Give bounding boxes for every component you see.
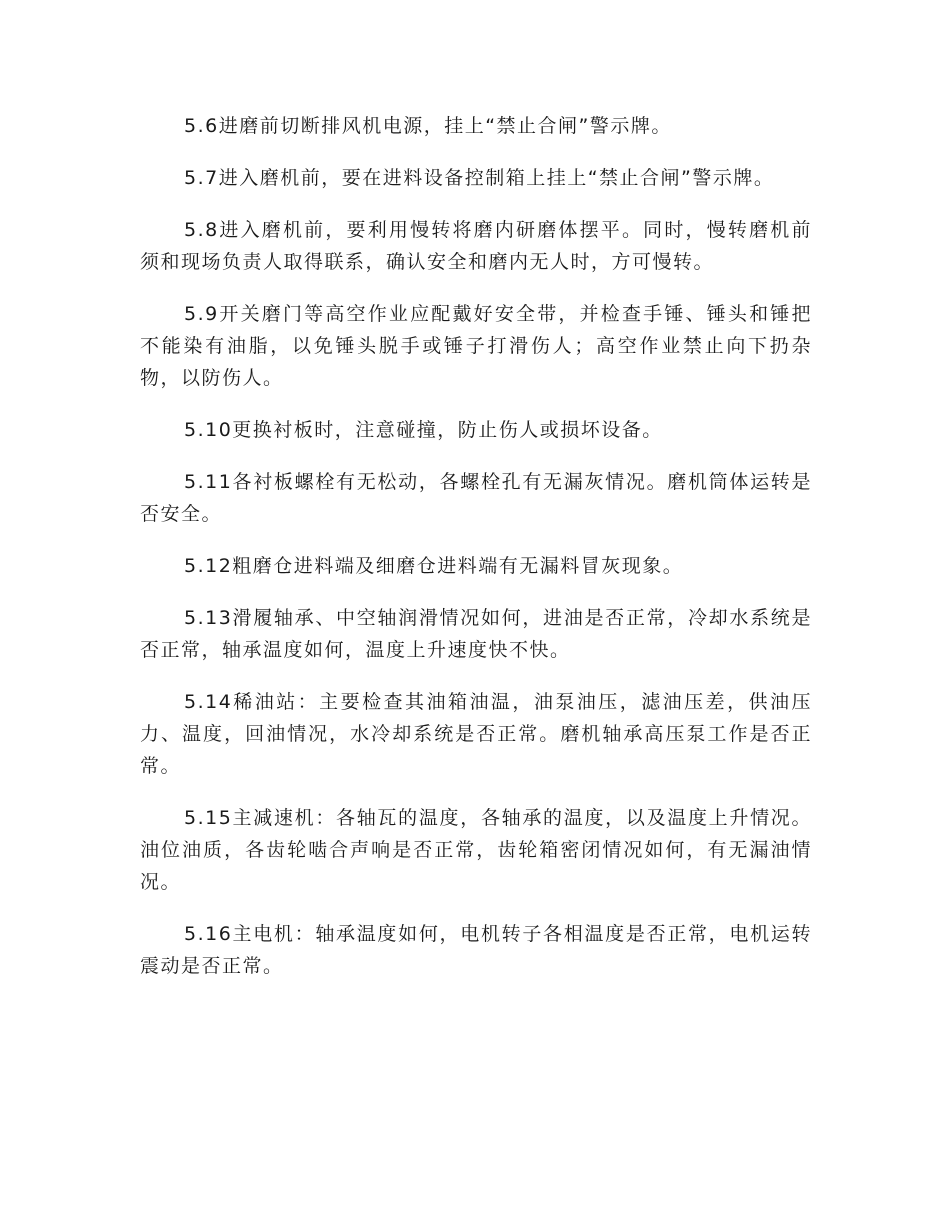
paragraph-5-16: 5.16主电机：轴承温度如何，电机转子各相温度是否正常，电机运转震动是否正常。 [140,923,812,977]
paragraph-5-6: 5.6进磨前切断排风机电源，挂上“禁止合闸”警示牌。 [184,115,672,137]
paragraph-5-11: 5.11各衬板螺栓有无松动，各螺栓孔有无漏灰情况。磨机筒体运转是否安全。 [140,471,812,525]
paragraph-5-7: 5.7进入磨机前，要在进料设备控制箱上挂上“禁止合闸”警示牌。 [184,167,775,189]
document-body [140,110,812,1002]
paragraph-5-12: 5.12粗磨仓进料端及细磨仓进料端有无漏料冒灰现象。 [184,555,684,577]
paragraph-5-14: 5.14稀油站：主要检查其油箱油温，油泵油压，滤油压差，供油压力、温度，回油情况，水冷却系统是否正常。磨机轴承高压泵工作是否正常。 [140,691,812,777]
paragraph-5-10: 5.10更换衬板时，注意碰撞，防止伤人或损坏设备。 [184,419,663,441]
paragraph-5-13: 5.13滑履轴承、中空轴润滑情况如何，进油是否正常，冷却水系统是否正常，轴承温度如何，温度上升速度快不快。 [140,607,812,661]
paragraph-5-8: 5.8进入磨机前，要利用慢转将磨内研磨体摆平。同时，慢转磨机前须和现场负责人取得联系，确认安全和磨内无人时，方可慢转。 [140,219,812,273]
paragraph-5-15: 5.15主减速机：各轴瓦的温度，各轴承的温度，以及温度上升情况。油位油质，各齿轮啮合声响是否正常，齿轮箱密闭情况如何，有无漏油情况。 [140,807,812,893]
paragraph-5-9: 5.9开关磨门等高空作业应配戴好安全带，并检查手锤、锤头和锤把不能染有油脂，以免锤头脱手或锤子打滑伤人；高空作业禁止向下扔杂物，以防伤人。 [140,303,812,389]
